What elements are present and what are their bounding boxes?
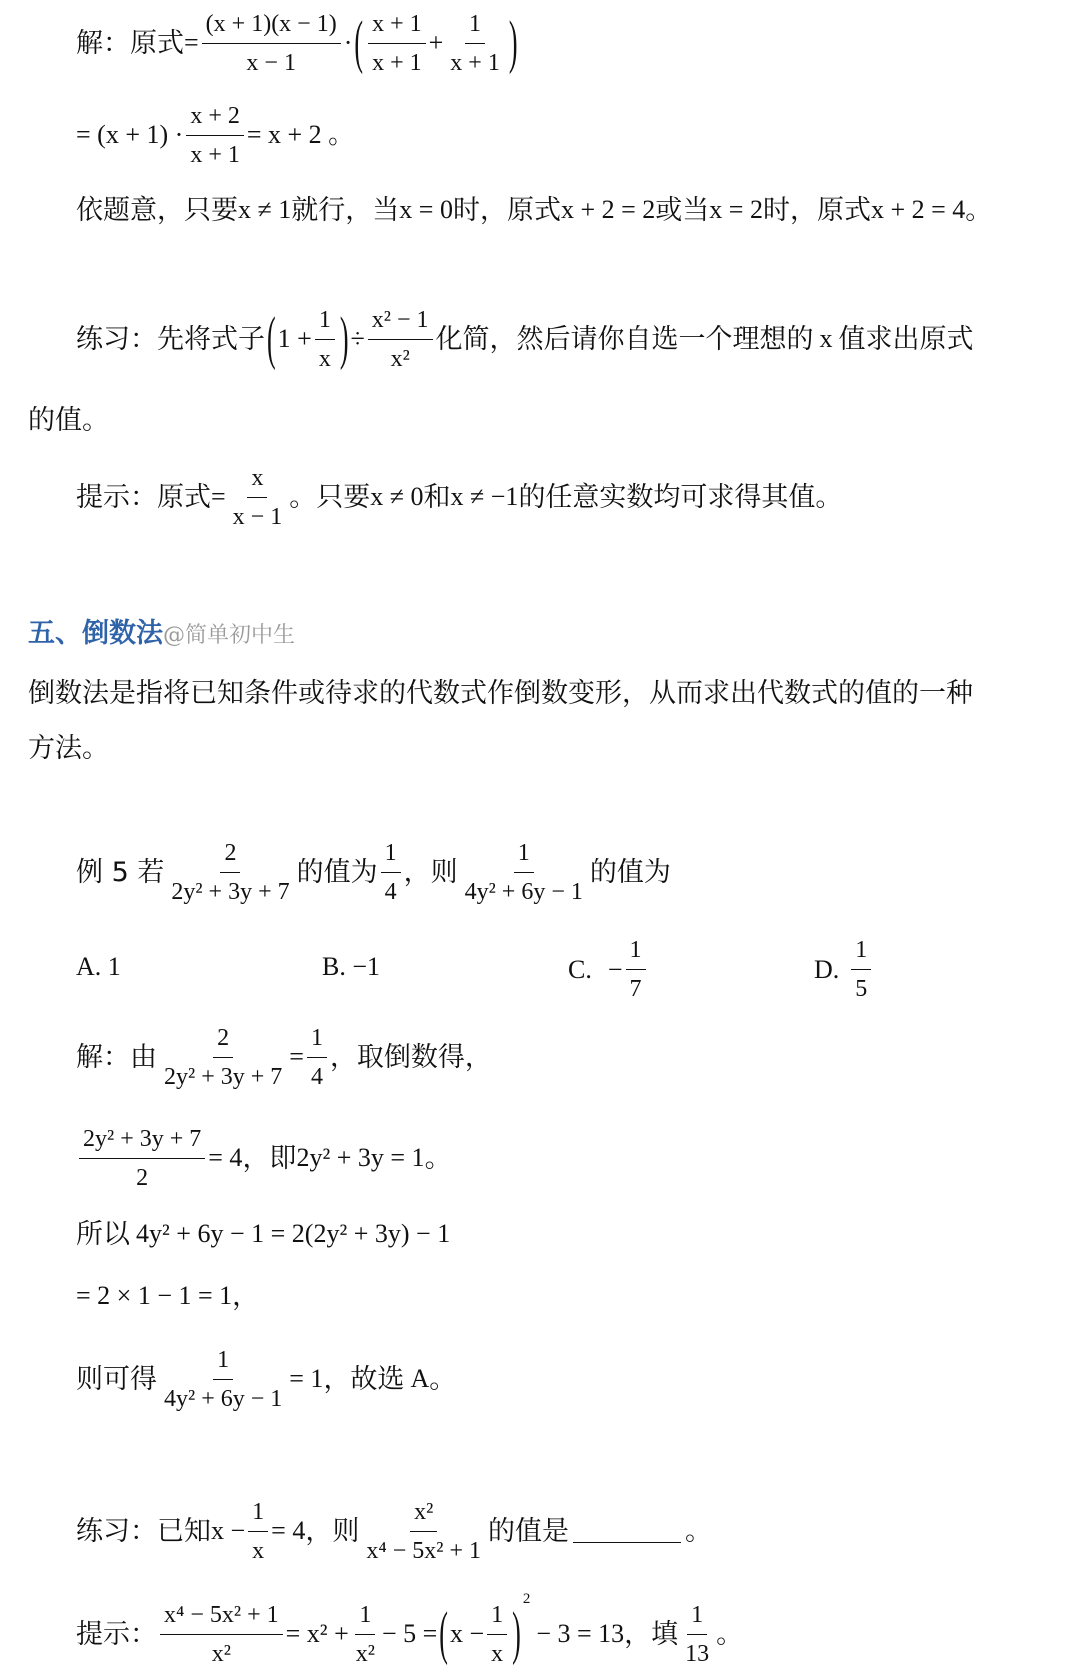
fraction: $\frac{1}{\text{x²}}$ [355,1601,375,1667]
solution5-line-1: 解：由 $\frac{2}{\text{2y² + 3y + 7}}$ = $\frac{1}{4}$ ，取倒数得， [76,1024,492,1090]
solution-lead: 解：原式 [76,27,184,59]
fraction: $\frac{1}{5}$ [851,935,871,1004]
option-b: B. −1 [322,952,381,981]
solution5-line-4: = 2 × 1 − 1 = 1 ， [76,1280,260,1312]
fraction: $\frac{x + 1}{x + 1}$ [368,9,426,78]
fraction: $\frac{x}{x - 1}$ [232,464,283,530]
fraction: $\frac{2}{\text{2y² + 3y + 7}}$ [164,1024,283,1090]
fraction: $\frac{1}{x}$ [248,1497,268,1566]
option-a: A. 1 [76,952,121,981]
fraction: $\frac{1}{\text{4y² + 6y − 1}}$ [464,839,583,905]
fraction: $\frac{1}{13}$ [685,1601,710,1667]
watermark: @简单初中生 [163,623,296,648]
fraction: $\frac{1}{x}$ [487,1600,507,1669]
solution-line-1: 解：原式 = $\frac{(x + 1)(x - 1)}{x - 1}$ · ( $\frac{x + 1}{x + 1}$ + $\frac{1}{x + 1}$ ) [76,8,518,76]
solution-line-2: = (x + 1) · $\frac{x + 2}{x + 1}$ = x + 2 。 [76,102,355,168]
fraction: $\frac{2}{\text{2y² + 3y + 7}}$ [171,839,290,905]
fraction: $\frac{\text{x²}}{\text{x⁴ − 5x² + 1}}$ [366,1498,481,1564]
solution5-line-2: $\frac{\text{2y² + 3y + 7}}{2}$ = 4 ，即 2y² + 3y = 1 。 [76,1124,452,1192]
fraction: $\frac{\text{x² − 1}}{\text{x²}}$ [368,305,433,374]
section-title: 五、倒数法 [28,618,163,649]
fraction: $\frac{1}{7}$ [626,935,646,1004]
solution-line-3: 依题意，只要 x ≠ 1 就行，当 x = 0 时，原式 x + 2 = 2 或当 x = 2 时，原式 x + 2 = 4 。 [76,194,993,226]
practice-1: 练习：先将式子 ( 1 + $\frac{1}{x}$ ) ÷ $\frac{\text{x² − 1}}{\text{x²}}$ 化简，然后请你自选一个理想的 x 值求出原式 [76,304,974,372]
practice-2: 练习：已知 x − $\frac{1}{x}$ = 4 ，则 $\frac{\text{x²}}{\text{x⁴ − 5x² + 1}}$ 的值是 。 [76,1498,712,1564]
fraction: $\frac{\text{x⁴ − 5x² + 1}}{\text{x²}}$ [160,1600,283,1669]
fraction: $\frac{1}{x}$ [315,305,335,374]
fraction: $\frac{(x + 1)(x - 1)}{x - 1}$ [202,9,341,78]
intro-line-2: 方法。 [28,732,109,764]
example-5: 例 5 若 $\frac{2}{\text{2y² + 3y + 7}}$ 的值为 $\frac{1}{4}$ ，则 $\frac{1}{\text{4y² + 6y − 1}}$ 的值为 [76,839,671,905]
fraction: $\frac{1}{4}$ [381,838,401,907]
hint-2: 提示： $\frac{\text{x⁴ − 5x² + 1}}{\text{x²}}$ = x² + $\frac{1}{\text{x²}}$ − 5 = ( x − $\frac{1}{x}$ ) 2 − 3 = 13 ，填 $\frac{1}{13}$ 。 [76,1591,744,1667]
solution5-line-3: 所以 4y² + 6y − 1 = 2(2y² + 3y) − 1 [76,1218,451,1250]
fraction: $\frac{1}{x + 1}$ [450,10,500,76]
solution5-line-5: 则可得 $\frac{1}{\text{4y² + 6y − 1}}$ = 1 ，故选 A 。 [76,1346,457,1412]
option-d: D. $\frac{1}{5}$ [814,935,874,1004]
fraction: $\frac{x + 2}{x + 1}$ [186,101,244,170]
fraction: $\frac{\text{2y² + 3y + 7}}{2}$ [79,1124,205,1193]
practice-1-line-2: 的值。 [28,404,109,436]
fraction: $\frac{1}{\text{4y² + 6y − 1}}$ [164,1346,283,1412]
fraction: $\frac{1}{4}$ [307,1023,327,1092]
answer-blank [573,1520,681,1543]
section-heading [28,611,295,650]
intro-line-1: 倒数法是指将已知条件或待求的代数式作倒数变形，从而求出代数式的值的一种 [28,677,973,709]
hint-1: 提示：原式 = $\frac{x}{x - 1}$ 。只要 x ≠ 0 和 x ≠ −1 的任意实数均可求得其值。 [76,464,843,530]
option-c: C. − $\frac{1}{7}$ [568,935,649,1004]
